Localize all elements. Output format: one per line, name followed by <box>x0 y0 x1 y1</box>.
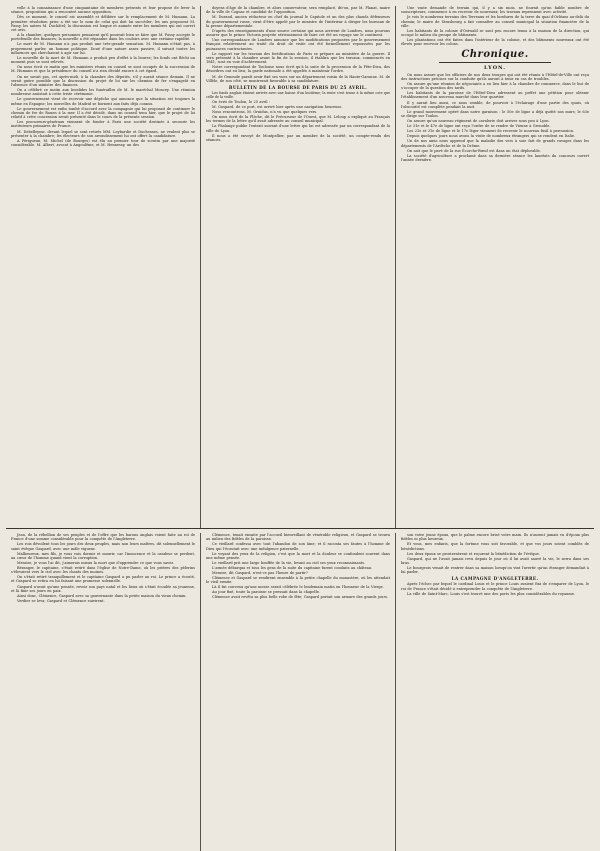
article-paragraph: On ne savait pas, cet après-midi, à la chambre des députés, s'il y aurait séance demain. Il ne serait guère possible que la discussion du projet de loi sur les chemins de fer s'engageât en l'absence d'un ministre des finances. <box>11 74 195 88</box>
feuilleton-paragraph: Malheureux, mes fils, je vous vois dormir et mourir, car l'innocence et la candeur se perdent, au cœur de l'homme quand vient la corruption. <box>11 551 195 560</box>
feuilleton-paragraph: Clémence et Gaspard se rendirent ensemble à la petite chapelle du monastère, où les attendait le vieil ermite. <box>206 576 390 585</box>
feuilleton-paragraph: Ce vieillard confessa avec tout l'abandon de son âme; et il raconta ses fautes à l'homme de Dieu qui l'écoutait avec une indulgence paternelle. <box>206 542 390 551</box>
feuilleton-paragraph: Gaspard n'avait qu'une pensée, revoir son pays natal et les lieux où s'était écoulée sa jeunesse, et là finir ses jours en paix. <box>11 584 195 593</box>
article-paragraph: Dès ce moment, le conseil est assemblé et délibère sur le remplacement de M. Humann. La première résolution prise a été sur le nom de celui qui doit lui succéder; les uns proposent M. Passy, les autres M. Duchâtel; la discussion est longue et animée entre les membres qui ont ouvert cet avis. <box>11 15 195 33</box>
chronique-paragraph: On assure qu'un nouveau régiment de cavalerie doit arriver sous peu à Lyon. <box>407 119 550 124</box>
feuilleton-paragraph: Et vous, mes enfants, que la fortune vous soit favorable, et que vos jours soient comblés de bénédictions. <box>401 542 589 551</box>
chronique-city: LYON. <box>483 64 507 71</box>
feuilleton-paragraph: La ville de Saint-Marc, Louis s'est trouvé une des ports les plus considérables du royaume. <box>407 591 575 596</box>
chronique-paragraph: On assure qu'une réunion de négociants a eu lieu hier à la chambre de commerce, dans le but de s'occuper de la question des tarifs. <box>401 81 589 91</box>
feuilleton-paragraph: Là il fut convenu qu'une messe serait célébrée le lendemain matin en l'honneur de la Vierge. <box>212 585 384 590</box>
feuilleton-paragraph: Au jour fixé, toute la paroisse se pressait dans la chapelle. <box>212 590 320 595</box>
chronique-paragraph: Les habitants de la paroisse de l'Hôtel-Dieu adressent au préfet une pétition pour obtenir l'établissement d'un nouveau marché dans leur quartier. <box>401 91 589 100</box>
feuilleton-paragraph: Clémence, tenait ensuite par l'accueil bienveillant de vénérable religieux, et Gaspard se trouva au milieu des fidèles de la paroisse. <box>206 533 390 542</box>
upper-column-3 <box>396 6 594 528</box>
chronique-paragraph: Il y aurait lieu aussi, ce nous semble, de pourvoir à l'éclairage d'une partie des quais, où l'obscurité est complète pendant la nuit. <box>401 100 589 109</box>
feuilleton-paragraph: L'armée débarqua et tous les gens de la suite du capitaine furent conduits au château. <box>212 565 373 570</box>
campagne-heading: LA CAMPAGNE D'ANGLETERRE. <box>451 576 539 582</box>
feuilleton-section <box>6 533 594 851</box>
article-paragraph: Les plantations ont été faites dans l'intérieur de la colonie, et des bâtiments nouveaux ont été élevés pour recevoir les colons. <box>401 38 589 47</box>
article-paragraph: Nous rencontrons, M. Ornidus, n'a vu que quelques vers. <box>212 109 318 114</box>
feuilleton-paragraph: Messire, je vous l'ai dit, j'aimerais mieux la mort que d'apprendre ce que vous savez. <box>17 560 175 565</box>
article-paragraph: La Phalange publie l'extrait suivant d'une lettre qui lui est adressée par un correspondant de la ville de Lyon. <box>206 124 390 133</box>
chronique-paragraph: Le 31e et le 47e de ligne ont reçu l'ordre de se rendre de Vienne à Grenoble. <box>407 124 551 129</box>
feuilleton-paragraph: Verdier se leva; Gaspard et Clémence suivirent. <box>17 598 105 603</box>
chronique-paragraph: On sait que le pavé de la rue Écorche-Bœuf est dans un état déplorable. <box>407 148 541 153</box>
article-paragraph: velle à la connaissance d'une cinquantaine de membres présents et leur propose de lever la séance, proposition qui a rencontré aucune opposition. <box>11 6 195 15</box>
bourse-bulletin-text: Les fonds anglais étaient arrivés avec une baisse d'un huitième; la rente s'est tenue à la même cote que celle de la veille. <box>206 91 390 100</box>
feuilleton-column-1 <box>6 533 201 851</box>
article-paragraph: On nous écrit de la Flèche, dit le Précurseur de l'Ouest, que M. Leloup a expliqué au Français les termes de la lettre qu'il avait adressée au conseil municipal. <box>206 114 390 124</box>
article-paragraph: Il nous a été envoyé de Montpellier, par un membre de la société, un compte-rendu des séances. <box>206 133 390 142</box>
chronique-paragraph: Depuis quelques jours nous avons la visite de nombreux étrangers qui se rendent en Italie. <box>407 134 576 139</box>
chronique-paragraph: La société d'agriculture a proclamé dans sa dernière séance les lauréats du concours ouvert l'année dernière. <box>401 153 589 162</box>
feuilleton-paragraph: Les deux époux se prosternèrent et reçurent la bénédiction de l'évêque. <box>407 551 540 556</box>
article-paragraph: D'après des renseignements d'une source certaine qui nous arrivent de Londres, nous pouvons assurer que le prince Victoria projette sérieusement de faire cet été un voyage sur le continent. <box>206 28 390 38</box>
article-paragraph: M. Gaspard, de ce port, est arrivé hier après une navigation heureuse. <box>212 104 343 109</box>
feuilleton-paragraph: Le vieillard prit une large bouffée de la vie, levant au ciel ses yeux reconnaissants. <box>212 560 366 565</box>
article-paragraph: Notre correspondant de Toulouse nous écrit qu'à la suite de la procession de la Fête-Dieu, des désordres ont eu lieu; la garde nationale a été appelée à maintenir l'ordre. <box>206 65 390 74</box>
article-paragraph: Le mort de M. Humann n'a pas produit une très-grande sensation. M. Humann n'était pas, à proprement parler, un homme politique. Doué d'une nature assez passive, il suivait toutes les influences qui cherchaient à agir sur lui. <box>11 42 195 55</box>
chronique-paragraph: On nous assure que les officiers de nos deux troupes qui ont été réunis à l'Hôtel-de-Ville ont reçu des instructions précises sur la conduite qu'ils auront à tenir en cas de troubles. <box>401 72 589 81</box>
article-paragraph: A la chambre, quelques personnes pensaient qu'il pourrait bien se faire que M. Passy accepte le portefeuille des finances; la nouvelle a été répandue dans les couloirs avec une certaine rapidité. <box>11 33 195 42</box>
upper-column-2 <box>201 6 396 528</box>
article-paragraph: Le gouvernement vient de recevoir une dépêche qui annonce que la situation est toujours la même en Espagne; les nouvelles de Madrid se bornent aux faits déjà connus. <box>11 97 195 106</box>
article-paragraph: Le rapport sur les travaux des fortifications de Paris se prépare au ministère de la guerre. Il sera présenté à la chambre avant la fin de la session; il établira que les travaux, commencés en 1841, sont en voie d'achèvement. <box>206 51 390 65</box>
feuilleton-paragraph: Les rois dévoilent tous les jours des deux peuples, mais non leurs maîtres, dit solennellement le saint évêque Gaspard, avec une mâle vigueur. <box>11 542 195 551</box>
upper-column-1 <box>6 6 201 528</box>
chronique-paragraph: Un de nos amis nous apprend que la maladie des vers à soie fait de grands ravages dans les départements de l'Ardèche et de la Drôme. <box>401 139 589 148</box>
article-paragraph: Le nouvelle de la mort de M. Humann a produit peu d'effet à la bourse; les fonds ont fléchi un moment puis se sont relevés. <box>11 55 195 65</box>
feuilleton-column-3 <box>396 533 594 851</box>
article-paragraph: Les habitants de la colonie d'Ostwald se sont peu encore tenus à la maison de la direction, qui occupe le milieu du groupe de bâtiments. <box>401 28 589 38</box>
chronique-heading: Chronique. <box>461 48 529 60</box>
chronique-paragraph: Les 21e et 31e de ligne et le 17e léger viennent de recevoir le nouveau fusil à percussion. <box>407 129 574 134</box>
article-paragraph: A Férigueux, M. Michel (de Bourges) est élu au premier tour de scrutin par une majorité considérable. M. Albert, avocat à Angoulême, et M. Hennessy, un des <box>11 138 195 148</box>
feuilleton-paragraph: Gaspard, qui ne l'avait jamais revu depuis le jour où il lui avait sauvé la vie, le serra dans ses bras. <box>401 556 589 565</box>
article-paragraph: On a célébré ce matin aux Invalides les funérailles de M. le maréchal Moncey. Une réunion nombreuse assistait à cette triste cérémonie. <box>11 88 195 97</box>
upper-section <box>6 6 594 528</box>
article-paragraph: Une correspondance de Londres annonce que les modifications proposées par le gouvernement français relativement au traité du droit de visite ont été formellement repoussées par les puissances contractantes. <box>206 38 390 51</box>
article-paragraph: M. de Genoude paraît avoir fixé ses vues sur un département voisin de la Haute-Garonne. M. de Villèle, de son côté, se montrerait favorable à sa candidature. <box>206 74 390 83</box>
article-paragraph: doyens d'âge de la chambre, et alors conservateur, sera remplacé, dit-on, par M. Planat, maire de la ville de Cognac et candidat de l'opposition. <box>206 6 390 15</box>
feuilleton-column-2 <box>201 533 396 851</box>
feuilleton-paragraph: Le voyant des yeux de la religion, c'est que la mort et la douleur se confondent souvent dans une même pensée. <box>206 551 390 560</box>
feuilleton-separator <box>6 528 594 529</box>
feuilleton-paragraph: Après l'échec par lequel le cardinal Louis et le prince Louis avaient fini de s'emparer de Lyon, le roi de France s'était décidé à entreprendre la conquête de l'Angleterre. <box>401 582 589 591</box>
article-paragraph: Les procureurs-généraux viennent de fonder à Paris une société destinée à secourir les instituteurs primaires de France. <box>11 120 195 129</box>
article-paragraph: M. Durand, ancien rédacteur en chef du journal le Capitole et un des plus chauds défenseurs du gouvernement russe, vient d'être appelé par le ministre de l'intérieur à diriger les bureaux de la presse départementale. <box>206 15 390 28</box>
chronique-rule <box>439 62 552 63</box>
feuilleton-paragraph: Ainsi donc, Clémence, Gaspard avec sa gouvernante dans la petite maison du vieux chemin. <box>17 593 187 598</box>
feuilleton-paragraph: son votre jeune époux, que le palme encore brisé votre main. Ils n'auront jamais vu d'époux plus fidèles ni plus heureux. <box>401 533 589 542</box>
chronique-paragraph: Le grand mouvement opéré dans notre garnison : le 50e de ligne a déjà quitté nos murs; le 63e se dirige sur Toulon. <box>401 109 589 119</box>
feuilleton-paragraph: Clémence avait revêtu sa plus belle robe de fête; Gaspard portait son armure des grands jours. <box>212 595 389 600</box>
article-paragraph: Je vois le nombreux terrains des Terreaux et les bordures de la terre du quai d'Orléans au-delà du chemin; le maire de Strasbourg a fait connaître au conseil municipal la situation financière de la ville. <box>401 15 589 28</box>
feuilleton-paragraph: Jean, de la rébellion de ses peuples et de l'offre que les barons anglais voient faite au roi de France d'une somme considérable pour la conquête de l'Angleterre. <box>11 533 195 542</box>
feuilleton-paragraph: Béranger, le capitaine, s'était retiré dans l'église de Notre-Dame, où les prières des pèlerins s'élevaient vers le ciel avec les chants des moines. <box>11 565 195 575</box>
feuilleton-paragraph: Le bourgeois venait de rentrer dans sa maison lorsqu'on vint l'avertir qu'un étranger demandait à lui parler. <box>401 565 589 575</box>
bourse-bulletin-heading: BULLETIN DE LA BOURSE DE PARIS DU 25 AVRIL. <box>228 85 368 91</box>
article-paragraph: On écrit de Toulon, le 25 avril : <box>212 99 271 104</box>
article-paragraph: M. Debelleyme, devant lequel se sont retirés MM. Leybardie et Duchesnes, ne veulent plus se présenter à la chambre; les électeurs de son arrondissement lui ont offert la candidature. <box>11 129 195 138</box>
feuilleton-paragraph: On s'était retiré tranquillement et le capitaine Gaspard a pu parler au roi. Le prince a écouté, et Gaspard se retira en lui faisant une promesse solennelle. <box>11 575 195 584</box>
feuilleton-paragraph: Messire, dit Gaspard, n'est-ce pas l'heure de partir? <box>212 570 308 575</box>
article-paragraph: Une vaste demande de terrain qui, il y a six mois, ne fournit qu'un faible nombre de souscripteurs, commence à en recevoir de nouveaux; les travaux reprennent avec activité. <box>401 6 589 15</box>
article-paragraph: On nous écrit ce matin que les ministres réunis en conseil se sont occupés de la succession de M. Humann et que la présidence du conseil n'a rien décidé encore à cet égard. <box>11 65 195 74</box>
article-paragraph: Le gouvernement est enfin tombé d'accord avec la compagnie qui lui proposait de continuer le chemin de fer de Rouen à la mer. Il a été décidé, dans un conseil tenu hier, que le projet de loi relatif à cette concession serait présenté dans le cours de la présente session. <box>11 106 195 120</box>
